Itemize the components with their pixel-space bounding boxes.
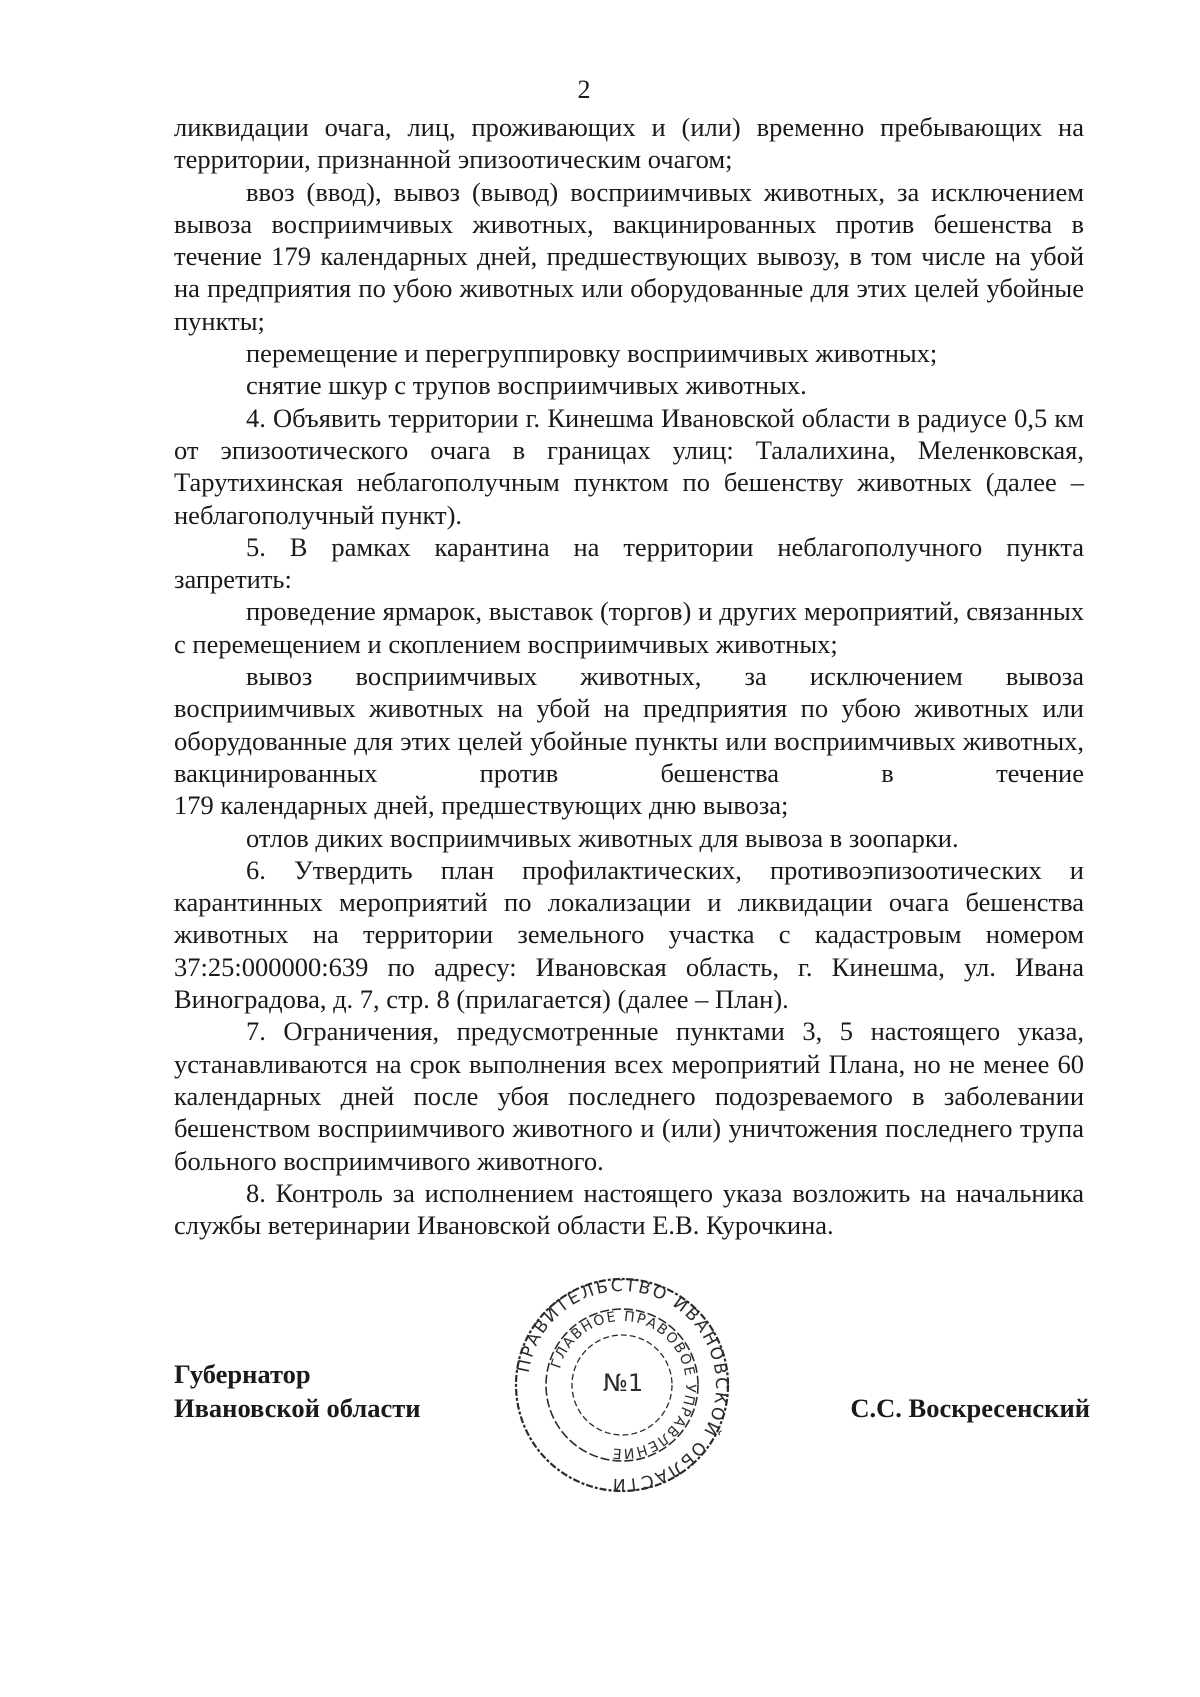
paragraph-item-5: 5. В рамках карантина на территории неблагополучного пункта запретить: xyxy=(174,531,1084,595)
document-body xyxy=(174,111,1084,1241)
page-number: 2 xyxy=(577,75,591,104)
paragraph-export-ban-end: 179 календарных дней, предшествующих дню вывоза; xyxy=(174,790,789,821)
paragraph-item-7: 7. Ограничения, предусмотренные пунктами 3, 5 настоящего указа, устанавливаются на срок выполнения всех мероприятий Плана, но не менее 60 календарных дней после убоя последнего подозреваемого в заболевании бешенством восприимчивого животного и (или) уничтожения последнего трупа больного восприимчивого животного. xyxy=(174,1016,1084,1176)
signatory-name: С.С. Воскресенский xyxy=(850,1393,1090,1423)
paragraph-item-6: 6. Утвердить план профилактических, противоэпизоотических и карантинных мероприятий по локализации и ликвидации очага бешенства животных на территории земельного участка с кадастровым номером 37:25:000000:639 по адресу: Ивановская область, г. Кинешма, ул. Ивана Виноградова, д. 7, стр. 8 (прилагается) (далее – План). xyxy=(174,854,1084,1015)
paragraph-regrouping-ban: перемещение и перегруппировку восприимчивых животных; xyxy=(246,338,938,369)
paragraph-import-ban: ввоз (ввод), вывоз (вывод) восприимчивых животных, за исключением вывоза восприимчивых животных, вакцинированных против бешенства в течение 179 календарных дней, предшествующих вывозу, в том числе на убой на предприятия по убою животных или оборудованные для этих целей убойные пункты; xyxy=(174,176,1084,336)
signatory-title-line2: Ивановской области xyxy=(174,1393,421,1423)
signatory-title xyxy=(174,1357,421,1425)
paragraph-item-8: 8. Контроль за исполнением настоящего указа возложить на начальника службы ветеринарии Ивановской области Е.В. Курочкина. xyxy=(174,1177,1084,1241)
paragraph-capture-ban: отлов диких восприимчивых животных для вывоза в зоопарки. xyxy=(246,822,959,853)
paragraph-export-ban: вывоз восприимчивых животных, за исключением вывоза восприимчивых животных на убой на предприятия по убою животных или оборудованные для этих целей убойные пункты или восприимчивых животных, вакцинированных против бешенства в течение xyxy=(174,661,1084,788)
official-stamp xyxy=(512,1275,732,1495)
stamp-number: №1 xyxy=(602,1369,644,1397)
paragraph-item-4: 4. Объявить территории г. Кинешма Ивановской области в радиусе 0,5 км от эпизоотического очага в границах улиц: Талалихина, Меленковская, Тарутихинская неблагополучным пунктом по бешенству животных (далее – неблагополучный пункт). xyxy=(174,402,1084,530)
paragraph-continuation: ликвидации очага, лиц, проживающих и (или) временно пребывающих на территории, признанной эпизоотическим очагом; xyxy=(174,112,1084,175)
signatory-title-line1: Губернатор xyxy=(174,1359,311,1389)
stamp-outer-text: ПРАВИТЕЛЬСТВО ИВАНОВСКОЙ ОБЛАСТИ xyxy=(513,1275,732,1495)
paragraph-skinning-ban: снятие шкур с трупов восприимчивых животных. xyxy=(246,370,807,401)
stamp-inner-text: ГЛАВНОЕ ПРАВОВОЕ УПРАВЛЕНИЕ xyxy=(548,1308,699,1462)
paragraph-fairs-ban: проведение ярмарок, выставок (торгов) и других мероприятий, связанных с перемещением и скоплением восприимчивых животных; xyxy=(174,596,1084,659)
